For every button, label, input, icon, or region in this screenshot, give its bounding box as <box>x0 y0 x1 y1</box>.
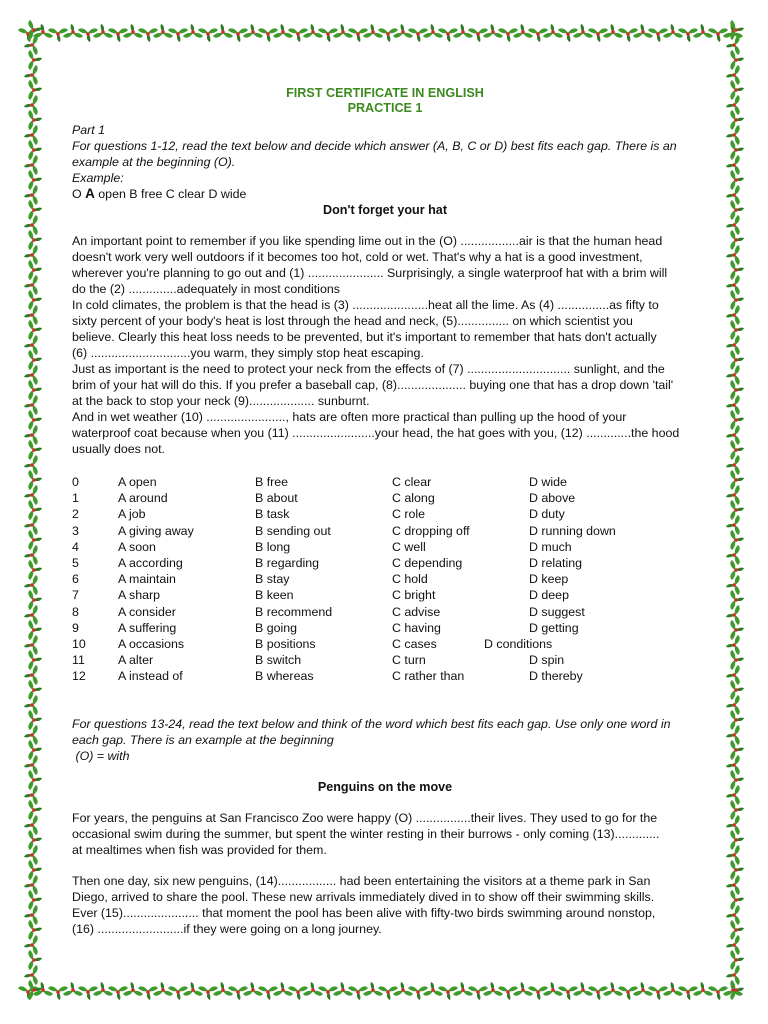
option-b: B long <box>255 539 291 554</box>
passage-line: (6) .............................you warm, they simply stop heat escaping. <box>72 346 424 360</box>
option-d: D spin <box>529 653 565 668</box>
option-c: C along <box>392 491 435 506</box>
part2-paragraph-1 <box>72 810 698 858</box>
example-answer-letter: A <box>85 186 95 201</box>
option-a: A around <box>118 491 168 506</box>
option-d: D wide <box>529 475 567 489</box>
option-d: D conditions <box>484 636 553 651</box>
part2-heading: Penguins on the move <box>317 780 453 795</box>
option-c: C clear <box>392 475 432 489</box>
question-number: 6 <box>72 572 79 587</box>
option-a: A giving away <box>118 523 194 538</box>
part1-heading: Don't forget your hat <box>322 203 448 217</box>
option-b: B whereas <box>255 669 314 684</box>
option-a: A occasions <box>118 636 185 651</box>
question-number: 2 <box>72 507 79 522</box>
part2-instructions-line-2: each gap. There is an example at the beginning <box>72 733 334 748</box>
option-d: D deep <box>529 588 569 603</box>
question-number: 10 <box>72 636 86 651</box>
option-a: A soon <box>118 539 156 554</box>
option-b: B free <box>255 475 289 489</box>
option-row <box>72 587 698 603</box>
passage-line: at mealtimes when fish was provided for them. <box>72 843 327 858</box>
title-line-1: FIRST CERTIFICATE IN ENGLISH <box>286 86 484 100</box>
option-row <box>72 523 698 539</box>
option-c: C well <box>392 539 426 554</box>
holly-border-bottom <box>18 976 750 1006</box>
option-d: D getting <box>529 620 579 635</box>
passage-line: wherever you're planning to go out and (1) ...................... Surprisingly, a single waterproof hat with a brim will <box>72 266 668 280</box>
example-line <box>72 186 698 202</box>
example-prefix: O <box>72 187 86 201</box>
passage-line: For years, the penguins at San Francisco Zoo were happy (O) ................their lives. They used to go for the <box>72 811 658 826</box>
option-d: D much <box>529 539 572 554</box>
passage-line: brim of your hat will do this. If you prefer a baseball cap, (8).................... buying one that has a drop down 'tail' <box>72 378 674 392</box>
passage-line: occasional swim during the summer, but spent the winter resting in their burrows - only coming (13)............. <box>72 827 660 842</box>
option-c: C bright <box>392 588 436 603</box>
passage-line: And in wet weather (10) ......................., hats are often more practical than pulling up the hood of your <box>72 410 627 424</box>
passage-line: do the (2) ..............adequately in most conditions <box>72 282 340 296</box>
option-b: B about <box>255 491 298 506</box>
title-line-2: PRACTICE 1 <box>347 101 423 115</box>
option-row <box>72 668 698 684</box>
option-b: B positions <box>255 636 316 651</box>
option-d: D keep <box>529 572 569 587</box>
option-a: A consider <box>118 604 176 619</box>
option-row <box>72 474 698 490</box>
option-b: B keen <box>255 588 294 603</box>
option-row <box>72 555 698 571</box>
holly-border-top <box>18 18 750 48</box>
option-a: A instead of <box>118 669 183 684</box>
option-a: A maintain <box>118 572 176 587</box>
option-b: B switch <box>255 653 302 668</box>
option-b: B task <box>255 507 290 522</box>
option-d: D running down <box>529 523 616 538</box>
option-d: D suggest <box>529 604 585 619</box>
option-c: C depending <box>392 555 463 570</box>
question-number: 11 <box>72 653 85 668</box>
option-c: C rather than <box>392 669 465 684</box>
option-d: D thereby <box>529 669 583 684</box>
option-c: C advise <box>392 604 441 619</box>
document-title <box>72 86 698 116</box>
option-a: A sharp <box>118 588 161 603</box>
option-row <box>72 539 698 555</box>
question-number: 9 <box>72 620 79 635</box>
option-d: D duty <box>529 507 565 522</box>
question-number: 12 <box>72 669 86 684</box>
option-row <box>72 620 698 636</box>
option-row <box>72 604 698 620</box>
option-b: B recommend <box>255 604 333 619</box>
example-options: open B free C clear D wide <box>94 187 247 201</box>
part1-instructions: For questions 1-12, read the text below and decide which answer (A, B, C or D) best fits each gap. There is an example at the beginning (O). <box>72 139 677 169</box>
part2-instructions-line-1: For questions 13-24, read the text below and think of the word which best fits each gap. Use only one word in <box>72 717 671 732</box>
option-row <box>72 636 698 652</box>
option-c: C having <box>392 620 441 635</box>
passage-line: waterproof coat because when you (11) ........................your head, the hat goes with you, (12) .............the hood <box>72 426 680 440</box>
passage-line: (16) .........................if they were going on a long journey. <box>72 922 382 937</box>
question-number: 0 <box>72 475 79 489</box>
option-c: C dropping off <box>392 523 470 538</box>
passage-line: at the back to stop your neck (9)................... sunburnt. <box>72 394 370 408</box>
question-number: 5 <box>72 555 79 570</box>
option-d: D above <box>529 491 576 506</box>
option-row <box>72 490 698 506</box>
option-b: B sending out <box>255 523 331 538</box>
option-a: A suffering <box>118 620 177 635</box>
option-a: A according <box>118 555 183 570</box>
answer-options-table <box>72 474 698 684</box>
option-c: C role <box>392 507 426 522</box>
option-row <box>72 506 698 522</box>
question-number: 8 <box>72 604 79 619</box>
passage-line: Just as important is the need to protect your neck from the effects of (7) .............................. sunlight, and the <box>72 362 665 376</box>
option-c: C cases <box>392 636 437 651</box>
option-c: C turn <box>392 653 426 668</box>
option-a: A job <box>118 507 146 522</box>
holly-border-right <box>720 18 750 1006</box>
option-a: A alter <box>118 653 154 668</box>
part1-passage <box>72 233 698 457</box>
option-a: A open <box>118 475 157 489</box>
option-row <box>72 652 698 668</box>
option-d: D relating <box>529 555 583 570</box>
example-label: Example: <box>72 171 124 185</box>
question-number: 7 <box>72 588 79 603</box>
option-b: B going <box>255 620 298 635</box>
question-number: 3 <box>72 523 79 538</box>
option-b: B regarding <box>255 555 320 570</box>
holly-border-left <box>18 18 48 1006</box>
passage-line: usually does not. <box>72 442 165 456</box>
question-number: 1 <box>72 491 79 506</box>
passage-line: doesn't work very well outdoors if it becomes too hot, cold or wet. That's why a hat is a good investment, <box>72 250 643 264</box>
option-c: C hold <box>392 572 428 587</box>
passage-line: believe. Clearly this heat loss needs to be prevented, but it's important to remember that hats don't actually <box>72 330 657 344</box>
passage-line: In cold climates, the problem is that the head is (3) ......................heat all the lime. As (4) ...............as fifty to <box>72 298 659 312</box>
passage-line: sixty percent of your body's heat is lost through the head and neck, (5)............... on which scientist you <box>72 314 633 328</box>
part2-example: (O) = with <box>72 749 130 764</box>
worksheet-content <box>72 86 698 937</box>
passage-line: Ever (15)...................... that moment the pool has been alive with fifty-two birds swimming around nonstop, <box>72 906 656 921</box>
part-label: Part 1 <box>72 123 106 137</box>
option-b: B stay <box>255 572 290 587</box>
passage-line: An important point to remember if you like spending lime out in the (O) .................air is that the human head <box>72 234 663 248</box>
passage-line: Diego, arrived to share the pool. These new arrivals immediately dived in to show off their swimming skills. <box>72 890 655 905</box>
passage-line: Then one day, six new penguins, (14)................. had been entertaining the visitors at a theme park in San <box>72 874 651 889</box>
part2-paragraph-2 <box>72 873 698 937</box>
question-number: 4 <box>72 539 79 554</box>
option-row <box>72 571 698 587</box>
